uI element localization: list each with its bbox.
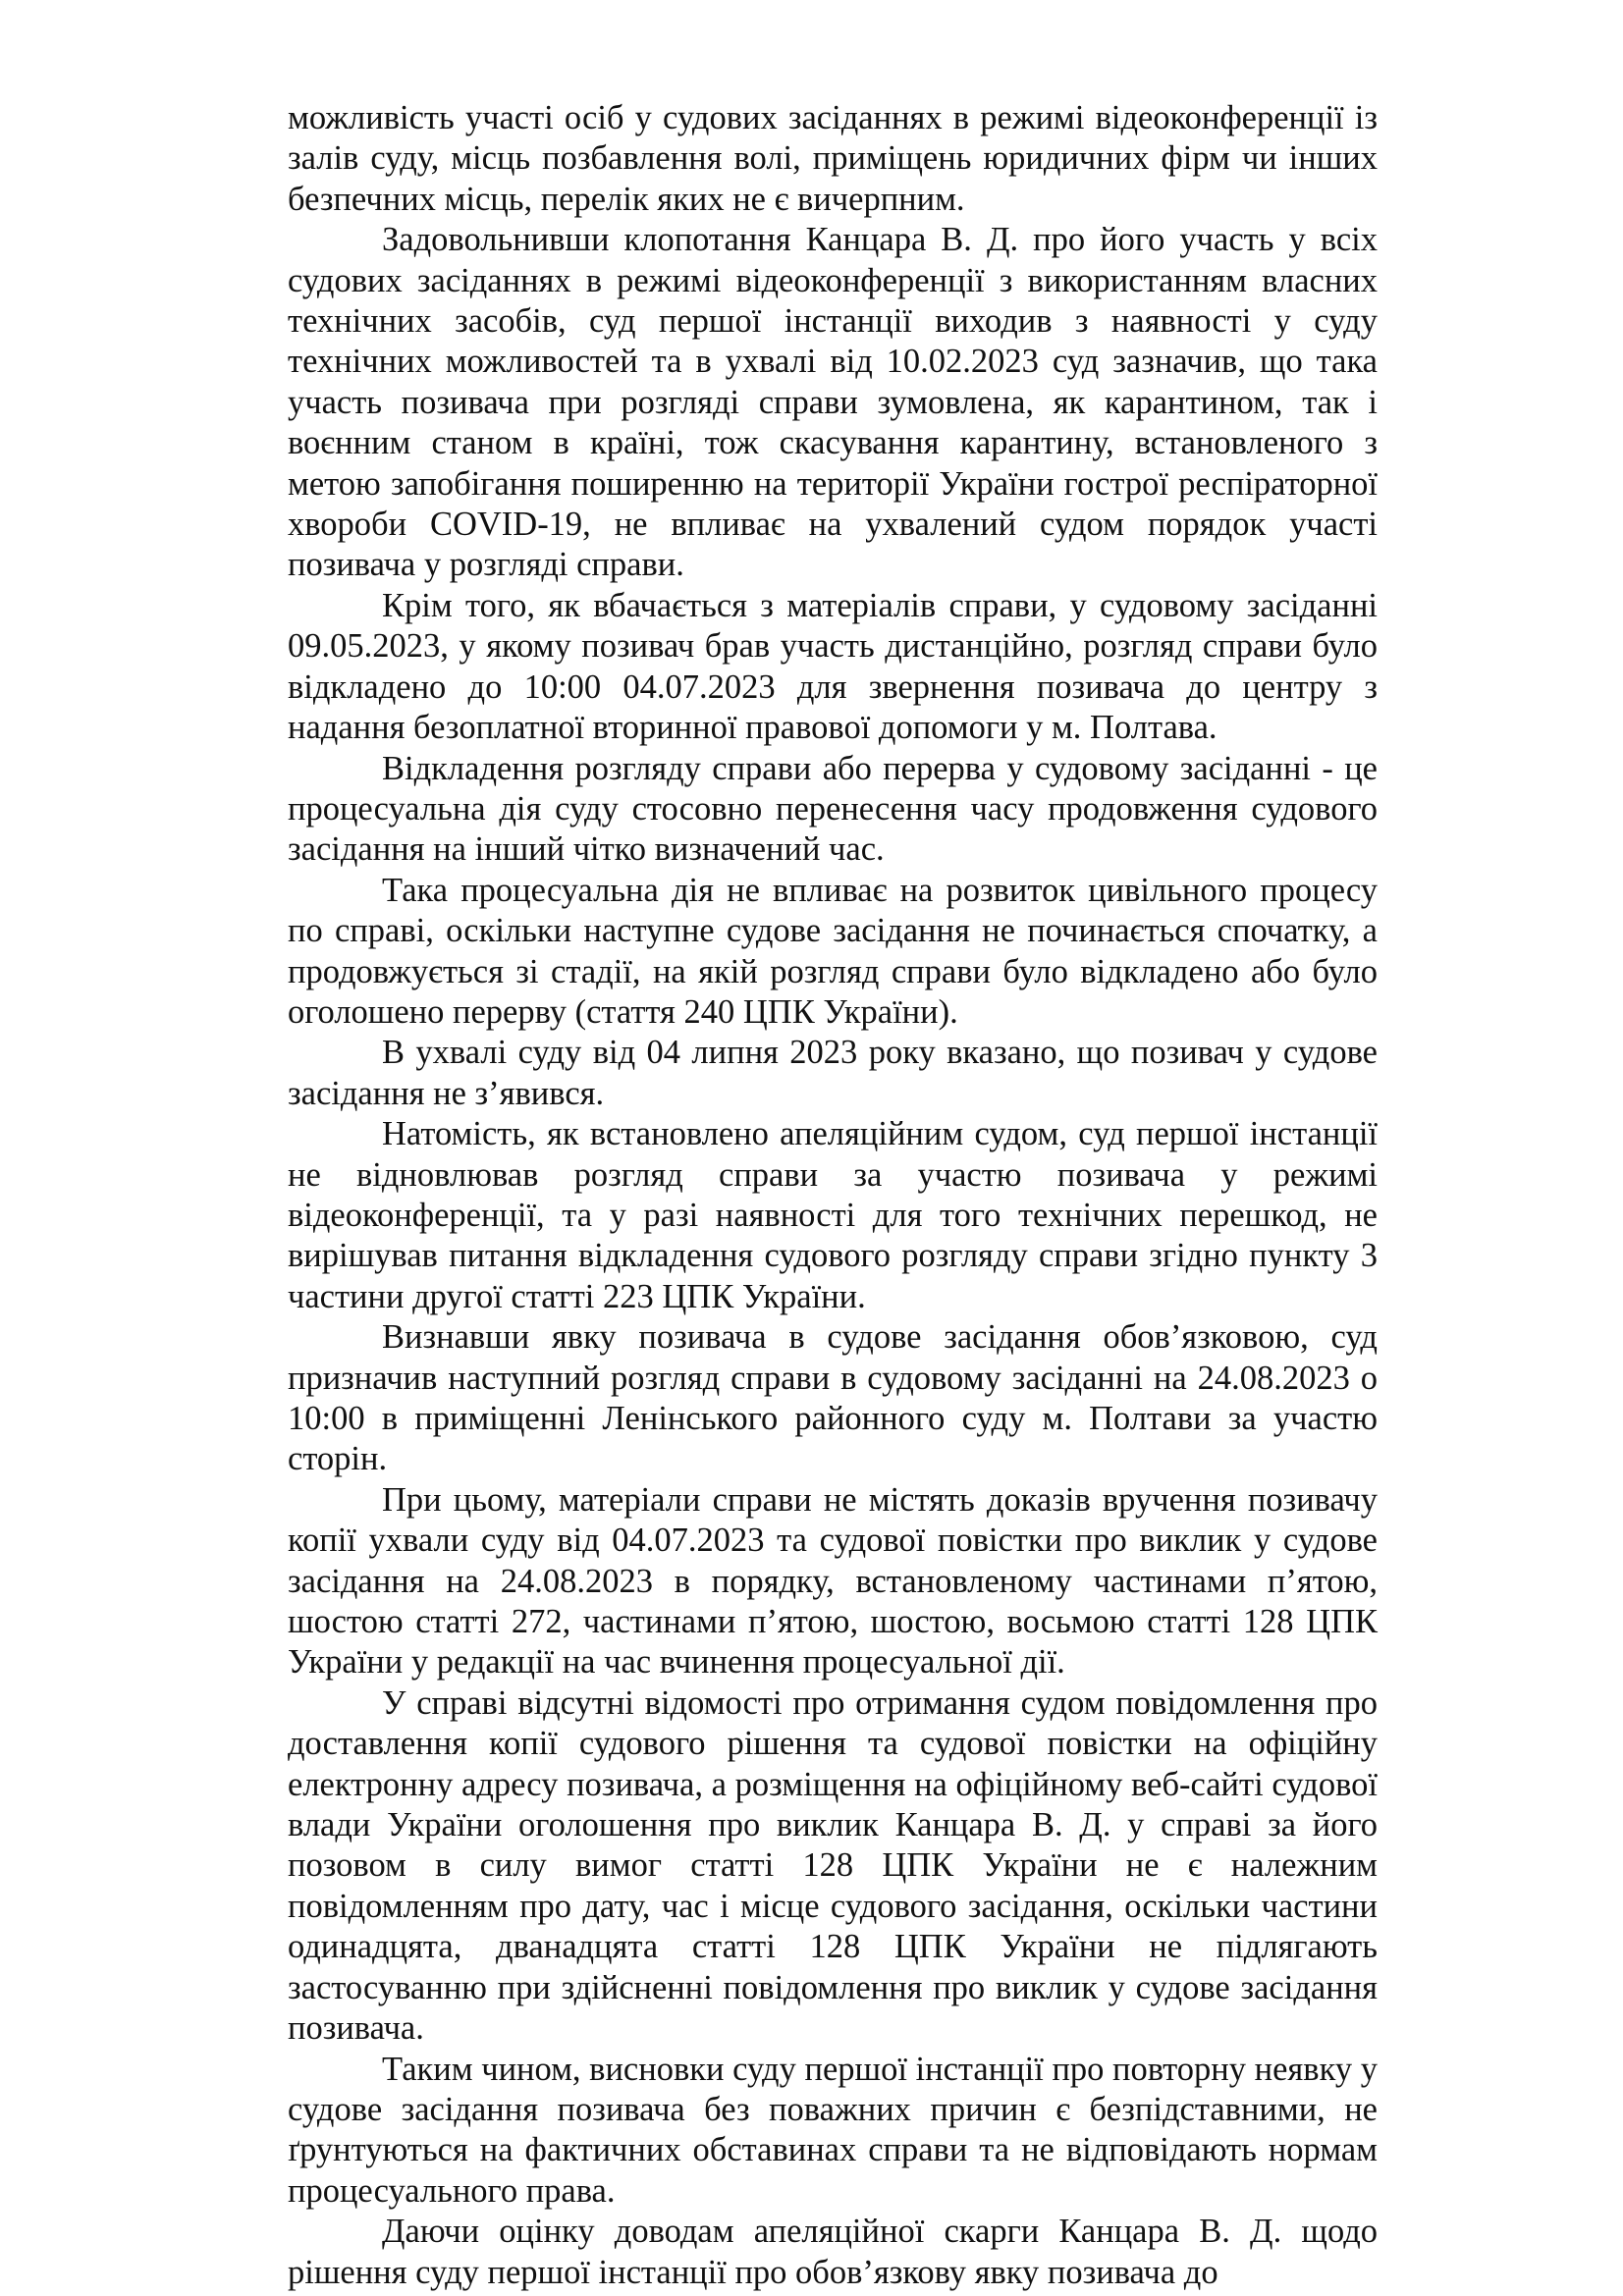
paragraph: Задовольнивши клопотання Канцара В. Д. про його участь у всіх судових засіданнях в режимі відеоконференції з використанням власних технічних засобів, суд першої інстанції виходив з наявності у суду технічних можливостей та в ухвалі від 10.02.2023 суд зазначив, що така участь позивача при розгляді справи зумовлена, як карантином, так і воєнним станом в країні, тож скасування карантину, встановленого з метою запобігання поширенню на території України гострої респіраторної хвороби COVID-19, не впливає на ухвалений судом порядок участі позивача у розгляді справи.	[288, 221, 1378, 584]
paragraph-continued: Даючи оцінку доводам апеляційної скарги Канцара В. Д. щодо рішення суду першої інстанції про обов’язкову явку позивача до	[288, 2213, 1378, 2291]
paragraph: Відкладення розгляду справи або перерва у судовому засіданні - це процесуальна дія суду стосовно перенесення часу продовження судового засідання на інший чітко визначений час.	[288, 749, 1378, 869]
paragraph: У справі відсутні відомості про отримання судом повідомлення про доставлення копії судового рішення та судової повістки на офіційну електронну адресу позивача, а розміщення на офіційному веб-сайті судової влади України оголошення про виклик Канцара В. Д. у справі за його позовом в силу вимог статті 128 ЦПК України не є належним повідомленням про дату, час і місце судового засідання, оскільки частини одинадцята, дванадцята статті 128 ЦПК України не підлягають застосуванню при здійсненні повідомлення про виклик у судове засідання позивача.	[288, 1683, 1378, 2048]
paragraph: Таким чином, висновки суду першої інстанції про повторну неявку у судове засідання позивача без поважних причин є безпідставними, не ґрунтуються на фактичних обставинах справи та не відповідають нормам процесуального права.	[288, 2050, 1378, 2210]
paragraph: Натомість, як встановлено апеляційним судом, суд першої інстанції не відновлював розгляд справи за участю позивача у режимі відеоконференції, та у разі наявності для того технічних перешкод, не вирішував питання відкладення судового розгляду справи згідно пункту 3 частини другої статті 223 ЦПК України.	[288, 1115, 1378, 1315]
paragraph: Крім того, як вбачається з матеріалів справи, у судовому засіданні 09.05.2023, у якому позивач брав участь дистанційно, розгляд справи було відкладено до 10:00 04.07.2023 для звернення позивача до центру з надання безоплатної вторинної правової допомоги у м. Полтава.	[288, 586, 1378, 747]
paragraph: Така процесуальна дія не впливає на розвиток цивільного процесу по справі, оскільки наступне судове засідання не починається спочатку, а продовжується зі стадії, на якій розгляд справи було відкладено або було оголошено перерву (стаття 240 ЦПК України).	[288, 871, 1378, 1031]
document-body	[288, 98, 1378, 2293]
paragraph: При цьому, матеріали справи не містять доказів вручення позивачу копії ухвали суду від 04.07.2023 та судової повістки про виклик у судове засідання на 24.08.2023 в порядку, встановленому частинами п’ятою, шостою статті 272, частинами п’ятою, шостою, восьмою статті 128 ЦПК України у редакції на час вчинення процесуальної дії.	[288, 1480, 1378, 1682]
paragraph: Визнавши явку позивача в судове засідання обов’язковою, суд призначив наступний розгляд справи в судовому засіданні на 24.08.2023 о 10:00 в приміщенні Ленінського районного суду м. Полтави за участю сторін.	[288, 1318, 1378, 1478]
paragraph-continuation: можливість участі осіб у судових засіданнях в режимі відеоконференції із залів суду, місць позбавлення волі, приміщень юридичних фірм чи інших безпечних місць, перелік яких не є вичерпним.	[288, 99, 1378, 218]
paragraph: В ухвалі суду від 04 липня 2023 року вказано, що позивач у судове засідання не з’явився.	[288, 1034, 1378, 1112]
